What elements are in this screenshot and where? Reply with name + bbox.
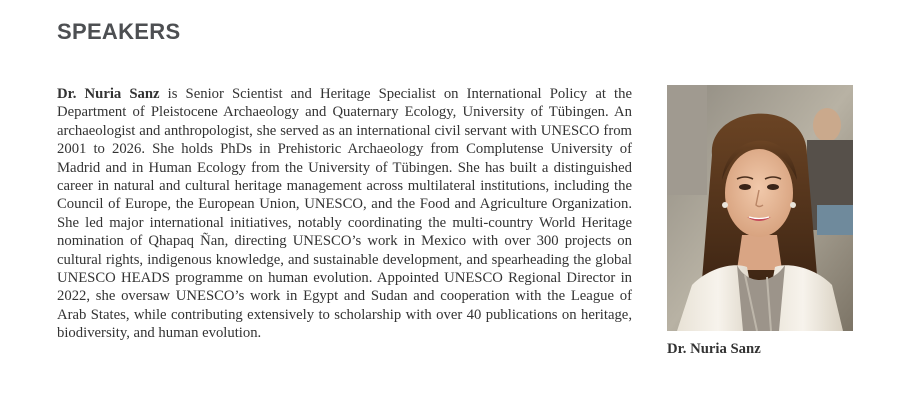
speaker-bio-name: Dr. Nuria Sanz xyxy=(57,86,160,102)
speaker-bio xyxy=(57,85,632,343)
section-title: SPEAKERS xyxy=(57,19,181,44)
speaker-photo xyxy=(667,85,853,331)
speaker-photo-caption: Dr. Nuria Sanz xyxy=(667,341,761,357)
speaker-bio-text: is Senior Scientist and Heritage Specialist on International Policy at the Department of Pleistocene Archaeology and Quaternary Ecology, University of Tübingen. An archaeologist and anthropologist, she served as an international civil servant with UNESCO from 2001 to 2026. She holds PhDs in Prehistoric Archaeology from Complutense University of Madrid and in Human Ecology from the University of Tübingen. She has built a distinguished career in natural and cultural heritage management across multilateral institutions, including the Council of Europe, the European Union, UNESCO, and the Food and Agriculture Organization. She led major international initiatives, notably coordinating the multi-country World Heritage nomination of Qhapaq Ñan, directing UNESCO’s work in Mexico with over 300 projects on cultural rights, indigenous knowledge, and sustainable development, and spearheading the global UNESCO HEADS programme on human evolution. Appointed UNESCO Regional Director in 2022, she oversaw UNESCO’s work in Egypt and Sudan and cooperation with the League of Arab States, while contributing extensively to scholarship with over 40 publications on heritage, biodiversity, and human evolution. xyxy=(57,86,632,342)
speaker-portrait-image xyxy=(667,85,853,331)
